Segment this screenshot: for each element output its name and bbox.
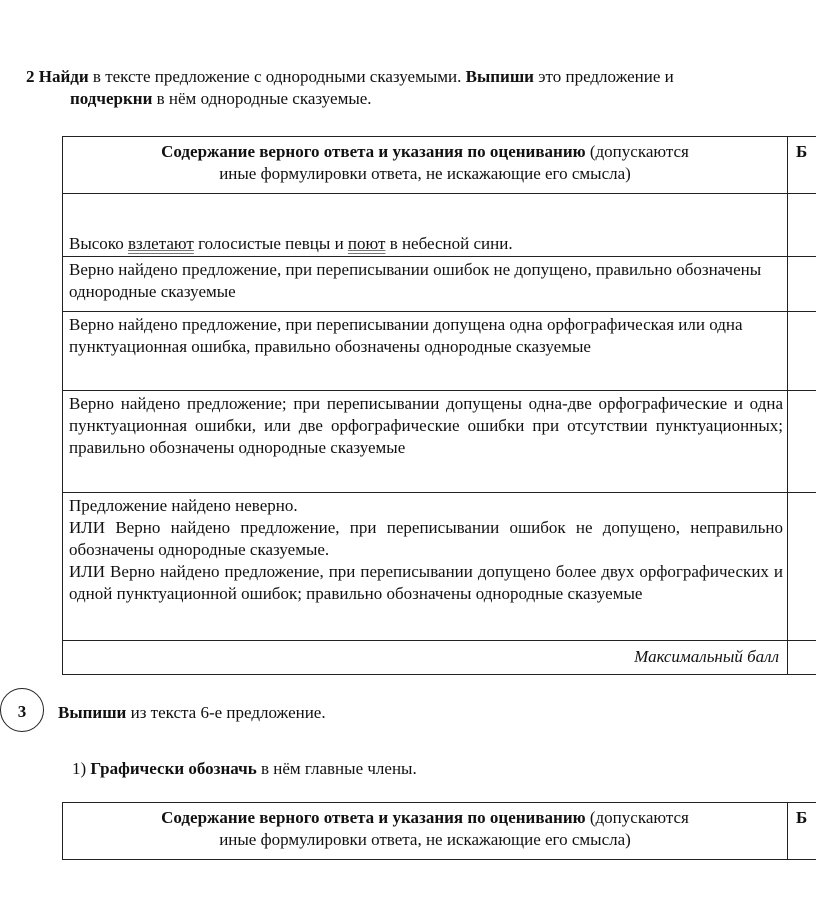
task-3-prompt	[58, 702, 326, 724]
criterion-2: Верно найдено предложение, при переписывании допущена одна орфографическая или одна пунктуационная ошибка, правильно обозначены однородные сказуемые	[63, 312, 788, 391]
criterion-row	[63, 391, 816, 493]
max-score-row	[63, 641, 816, 675]
criterion-4-line: ИЛИ Верно найдено предложение, при переписывании ошибок не допущено, неправильно обозначены однородные сказуемые.	[69, 518, 783, 559]
predicate-2: поют	[347, 234, 386, 253]
scoring-table-task-3	[62, 802, 816, 860]
task-2-number: 2	[26, 67, 35, 86]
score-col-label: Б	[796, 808, 808, 827]
score-cell	[788, 493, 816, 641]
score-cell	[788, 194, 816, 257]
table-header-score	[788, 803, 816, 860]
header-bold-text: Содержание верного ответа и указания по оцениванию	[161, 142, 586, 161]
task-2-text-part2: это предложение и	[533, 67, 674, 86]
header-rest-text: (допускаются	[585, 808, 689, 827]
task-3-number-badge	[0, 688, 44, 732]
header-rest-text-2: иные формулировки ответа, не искажающие его смысла)	[219, 164, 631, 183]
subtask-text: в нём главные члены.	[256, 759, 417, 778]
score-cell	[788, 641, 816, 675]
subtask-number: 1)	[72, 759, 91, 778]
task-2-text-part1: в тексте предложение с однородными сказуемыми.	[88, 67, 466, 86]
score-cell	[788, 391, 816, 493]
task-2-text-part3: в нём однородные сказуемые.	[152, 89, 372, 108]
criterion-row	[63, 493, 816, 641]
task-2-verb-write: Выпиши	[465, 67, 534, 86]
table-header-score	[788, 137, 816, 194]
answer-sentence	[63, 194, 788, 257]
task-3-subtask-1	[72, 758, 417, 780]
max-score-label: Максимальный балл	[63, 641, 788, 675]
task-3-verb: Выпиши	[58, 703, 127, 722]
task-3-number: 3	[17, 702, 27, 721]
table-header-row	[63, 137, 816, 194]
predicate-1: взлетают	[127, 234, 194, 253]
criterion-row	[63, 257, 816, 312]
answer-text: Высоко	[69, 234, 128, 253]
criterion-1: Верно найдено предложение, при переписывании ошибок не допущено, правильно обозначены однородные сказуемые	[63, 257, 788, 312]
table-header-row	[63, 803, 816, 860]
answer-text: голосистые певцы и	[193, 234, 348, 253]
header-bold-text: Содержание верного ответа и указания по оцениванию	[161, 808, 586, 827]
answer-row	[63, 194, 816, 257]
criterion-4	[63, 493, 788, 641]
table-header-content	[63, 803, 788, 860]
header-rest-text-2: иные формулировки ответа, не искажающие его смысла)	[219, 830, 631, 849]
criterion-4-line: ИЛИ Верно найдено предложение, при переписывании допущено более двух орфографических и одной пунктуационной ошибок; правильно обозначены однородные сказуемые	[69, 562, 783, 603]
header-rest-text: (допускаются	[585, 142, 689, 161]
task-2-verb-find: Найди	[38, 67, 89, 86]
task-3-text: из текста 6-е предложение.	[126, 703, 326, 722]
criterion-3: Верно найдено предложение; при переписывании допущены одна-две орфографические и одна пунктуационная ошибки, или две орфографические ошибки при отсутствии пунктуационных; правильно обозначены однородные сказуемые	[63, 391, 788, 493]
task-2-verb-underline: подчеркни	[70, 89, 153, 108]
criterion-row	[63, 312, 816, 391]
score-col-label: Б	[796, 142, 808, 161]
criterion-4-line: Предложение найдено неверно.	[69, 496, 298, 515]
table-header-content	[63, 137, 788, 194]
task-2-prompt	[26, 66, 816, 110]
answer-text: в небесной сини.	[385, 234, 513, 253]
scoring-table-task-2	[62, 136, 816, 675]
subtask-verb: Графически обозначь	[90, 759, 257, 778]
score-cell	[788, 312, 816, 391]
score-cell	[788, 257, 816, 312]
